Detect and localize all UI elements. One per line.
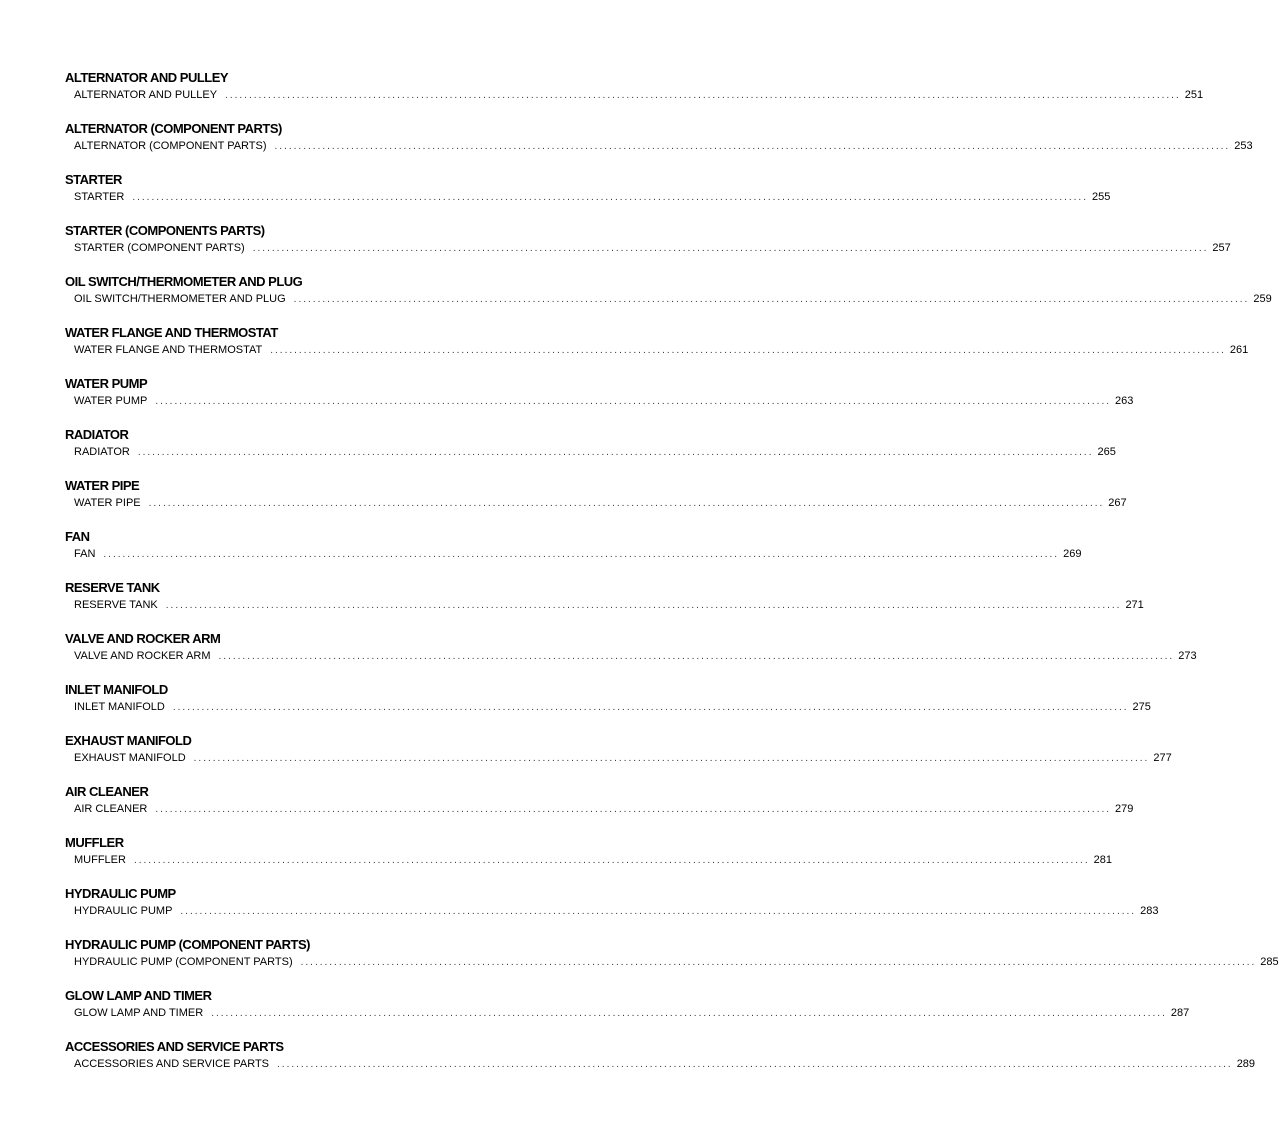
toc-item-label: WATER PIPE bbox=[74, 497, 141, 509]
dot-leader: ........................................................................................................................................................................................................ bbox=[225, 90, 1181, 101]
section-heading: OIL SWITCH/THERMOMETER AND PLUG bbox=[65, 274, 303, 289]
dot-leader: ........................................................................................................................................................................................................ bbox=[148, 498, 1105, 509]
toc-line[interactable] bbox=[74, 444, 1116, 460]
dot-leader: ........................................................................................................................................................................................................ bbox=[137, 447, 1094, 458]
toc-item-label: FAN bbox=[74, 548, 96, 560]
toc-line[interactable] bbox=[74, 699, 1151, 715]
page-number: 259 bbox=[1253, 293, 1272, 305]
dot-leader: ........................................................................................................................................................................................................ bbox=[218, 651, 1175, 662]
toc-entry bbox=[65, 223, 1231, 263]
toc-line[interactable] bbox=[74, 750, 1172, 766]
section-heading: AIR CLEANER bbox=[65, 784, 149, 799]
page-number: 281 bbox=[1093, 854, 1112, 866]
toc-item-label: OIL SWITCH/THERMOMETER AND PLUG bbox=[74, 293, 286, 305]
toc-item-label: HYDRAULIC PUMP (COMPONENT PARTS) bbox=[74, 956, 293, 968]
toc-line[interactable] bbox=[74, 954, 1279, 970]
toc-item-label: STARTER bbox=[74, 191, 125, 203]
page-number: 271 bbox=[1125, 599, 1144, 611]
section-heading: STARTER bbox=[65, 172, 122, 187]
dot-leader: ........................................................................................................................................................................................................ bbox=[132, 192, 1088, 203]
page-number: 285 bbox=[1260, 956, 1279, 968]
section-heading: STARTER (COMPONENTS PARTS) bbox=[65, 223, 265, 238]
dot-leader: ........................................................................................................................................................................................................ bbox=[180, 906, 1137, 917]
toc-line[interactable] bbox=[74, 1005, 1190, 1021]
toc-item-label: INLET MANIFOLD bbox=[74, 701, 165, 713]
toc-line[interactable] bbox=[74, 1056, 1256, 1072]
page-number: 273 bbox=[1178, 650, 1197, 662]
toc-line[interactable] bbox=[74, 801, 1134, 817]
toc-item-label: HYDRAULIC PUMP bbox=[74, 905, 173, 917]
toc-item-label: GLOW LAMP AND TIMER bbox=[74, 1007, 204, 1019]
toc-item-label: WATER FLANGE AND THERMOSTAT bbox=[74, 344, 263, 356]
toc-line[interactable] bbox=[74, 342, 1249, 358]
toc-entry bbox=[65, 1039, 1256, 1079]
page-number: 289 bbox=[1236, 1058, 1256, 1070]
toc-entry bbox=[65, 478, 1127, 518]
toc-item-label: ACCESSORIES AND SERVICE PARTS bbox=[74, 1058, 270, 1070]
section-heading: VALVE AND ROCKER ARM bbox=[65, 631, 221, 646]
toc-entry bbox=[65, 325, 1249, 365]
toc-item-label: VALVE AND ROCKER ARM bbox=[74, 650, 211, 662]
toc-line[interactable] bbox=[74, 291, 1272, 307]
toc-line[interactable] bbox=[74, 240, 1231, 256]
toc-item-label: AIR CLEANER bbox=[74, 803, 148, 815]
toc-item-label: EXHAUST MANIFOLD bbox=[74, 752, 186, 764]
page-number: 277 bbox=[1153, 752, 1172, 764]
page-number: 275 bbox=[1132, 701, 1151, 713]
toc-entry bbox=[65, 529, 1082, 569]
toc-entry bbox=[65, 937, 1279, 977]
toc-entry bbox=[65, 988, 1190, 1028]
toc-item-label: MUFFLER bbox=[74, 854, 126, 866]
toc-line[interactable] bbox=[74, 138, 1253, 154]
section-heading: ALTERNATOR (COMPONENT PARTS) bbox=[65, 121, 282, 136]
section-heading: MUFFLER bbox=[65, 835, 124, 850]
toc-item-label: STARTER (COMPONENT PARTS) bbox=[74, 242, 245, 254]
dot-leader: ........................................................................................................................................................................................................ bbox=[155, 804, 1112, 815]
section-heading: ACCESSORIES AND SERVICE PARTS bbox=[65, 1039, 284, 1054]
dot-leader: ........................................................................................................................................................................................................ bbox=[193, 753, 1150, 764]
toc-entry bbox=[65, 835, 1112, 875]
toc-entry bbox=[65, 427, 1116, 467]
toc-line[interactable] bbox=[74, 648, 1197, 664]
page-number: 267 bbox=[1108, 497, 1127, 509]
dot-leader: ........................................................................................................................................................................................................ bbox=[293, 294, 1250, 305]
page-number: 253 bbox=[1234, 140, 1253, 152]
section-heading: HYDRAULIC PUMP (COMPONENT PARTS) bbox=[65, 937, 310, 952]
page-number: 261 bbox=[1229, 344, 1249, 356]
dot-leader: ........................................................................................................................................................................................................ bbox=[300, 957, 1257, 968]
page-number: 279 bbox=[1115, 803, 1134, 815]
dot-leader: ........................................................................................................................................................................................................ bbox=[252, 243, 1209, 254]
section-heading: INLET MANIFOLD bbox=[65, 682, 168, 697]
toc-line[interactable] bbox=[74, 87, 1204, 103]
page-number: 255 bbox=[1092, 191, 1111, 203]
toc-item-label: ALTERNATOR (COMPONENT PARTS) bbox=[74, 140, 267, 152]
toc-line[interactable] bbox=[74, 903, 1159, 919]
toc-entry bbox=[65, 172, 1111, 212]
dot-leader: ........................................................................................................................................................................................................ bbox=[274, 141, 1231, 152]
dot-leader: ........................................................................................................................................................................................................ bbox=[172, 702, 1129, 713]
toc-item-label: WATER PUMP bbox=[74, 395, 148, 407]
toc-entry bbox=[65, 70, 1204, 110]
dot-leader: ........................................................................................................................................................................................................ bbox=[277, 1059, 1233, 1070]
toc-item-label: RESERVE TANK bbox=[74, 599, 158, 611]
section-heading: WATER FLANGE AND THERMOSTAT bbox=[65, 325, 278, 340]
dot-leader: ........................................................................................................................................................................................................ bbox=[133, 855, 1090, 866]
toc-line[interactable] bbox=[74, 495, 1127, 511]
page-number: 251 bbox=[1184, 89, 1204, 101]
section-heading: GLOW LAMP AND TIMER bbox=[65, 988, 212, 1003]
toc-line[interactable] bbox=[74, 597, 1144, 613]
section-heading: RADIATOR bbox=[65, 427, 129, 442]
toc-line[interactable] bbox=[74, 546, 1082, 562]
toc-entry bbox=[65, 376, 1134, 416]
toc-item-label: ALTERNATOR AND PULLEY bbox=[74, 89, 218, 101]
toc-line[interactable] bbox=[74, 189, 1111, 205]
section-heading: EXHAUST MANIFOLD bbox=[65, 733, 192, 748]
page-number: 257 bbox=[1212, 242, 1231, 254]
toc-line[interactable] bbox=[74, 393, 1134, 409]
toc-entry bbox=[65, 274, 1272, 314]
section-heading: WATER PUMP bbox=[65, 376, 148, 391]
dot-leader: ........................................................................................................................................................................................................ bbox=[211, 1008, 1167, 1019]
page-number: 283 bbox=[1140, 905, 1159, 917]
toc-entry bbox=[65, 733, 1172, 773]
section-heading: RESERVE TANK bbox=[65, 580, 160, 595]
section-heading: WATER PIPE bbox=[65, 478, 140, 493]
toc-item-label: RADIATOR bbox=[74, 446, 130, 458]
toc-entry bbox=[65, 682, 1151, 722]
toc-entry bbox=[65, 121, 1253, 161]
toc-entry bbox=[65, 631, 1197, 671]
toc-entry bbox=[65, 580, 1144, 620]
section-heading: ALTERNATOR AND PULLEY bbox=[65, 70, 229, 85]
page-number: 287 bbox=[1170, 1007, 1190, 1019]
toc-entry bbox=[65, 784, 1134, 824]
page-number: 263 bbox=[1115, 395, 1134, 407]
dot-leader: ........................................................................................................................................................................................................ bbox=[270, 345, 1226, 356]
section-heading: FAN bbox=[65, 529, 90, 544]
page-number: 265 bbox=[1097, 446, 1116, 458]
dot-leader: ........................................................................................................................................................................................................ bbox=[155, 396, 1112, 407]
section-heading: HYDRAULIC PUMP bbox=[65, 886, 176, 901]
dot-leader: ........................................................................................................................................................................................................ bbox=[103, 549, 1060, 560]
toc-line[interactable] bbox=[74, 852, 1112, 868]
toc-entry bbox=[65, 886, 1159, 926]
page-number: 269 bbox=[1063, 548, 1082, 560]
dot-leader: ........................................................................................................................................................................................................ bbox=[165, 600, 1122, 611]
